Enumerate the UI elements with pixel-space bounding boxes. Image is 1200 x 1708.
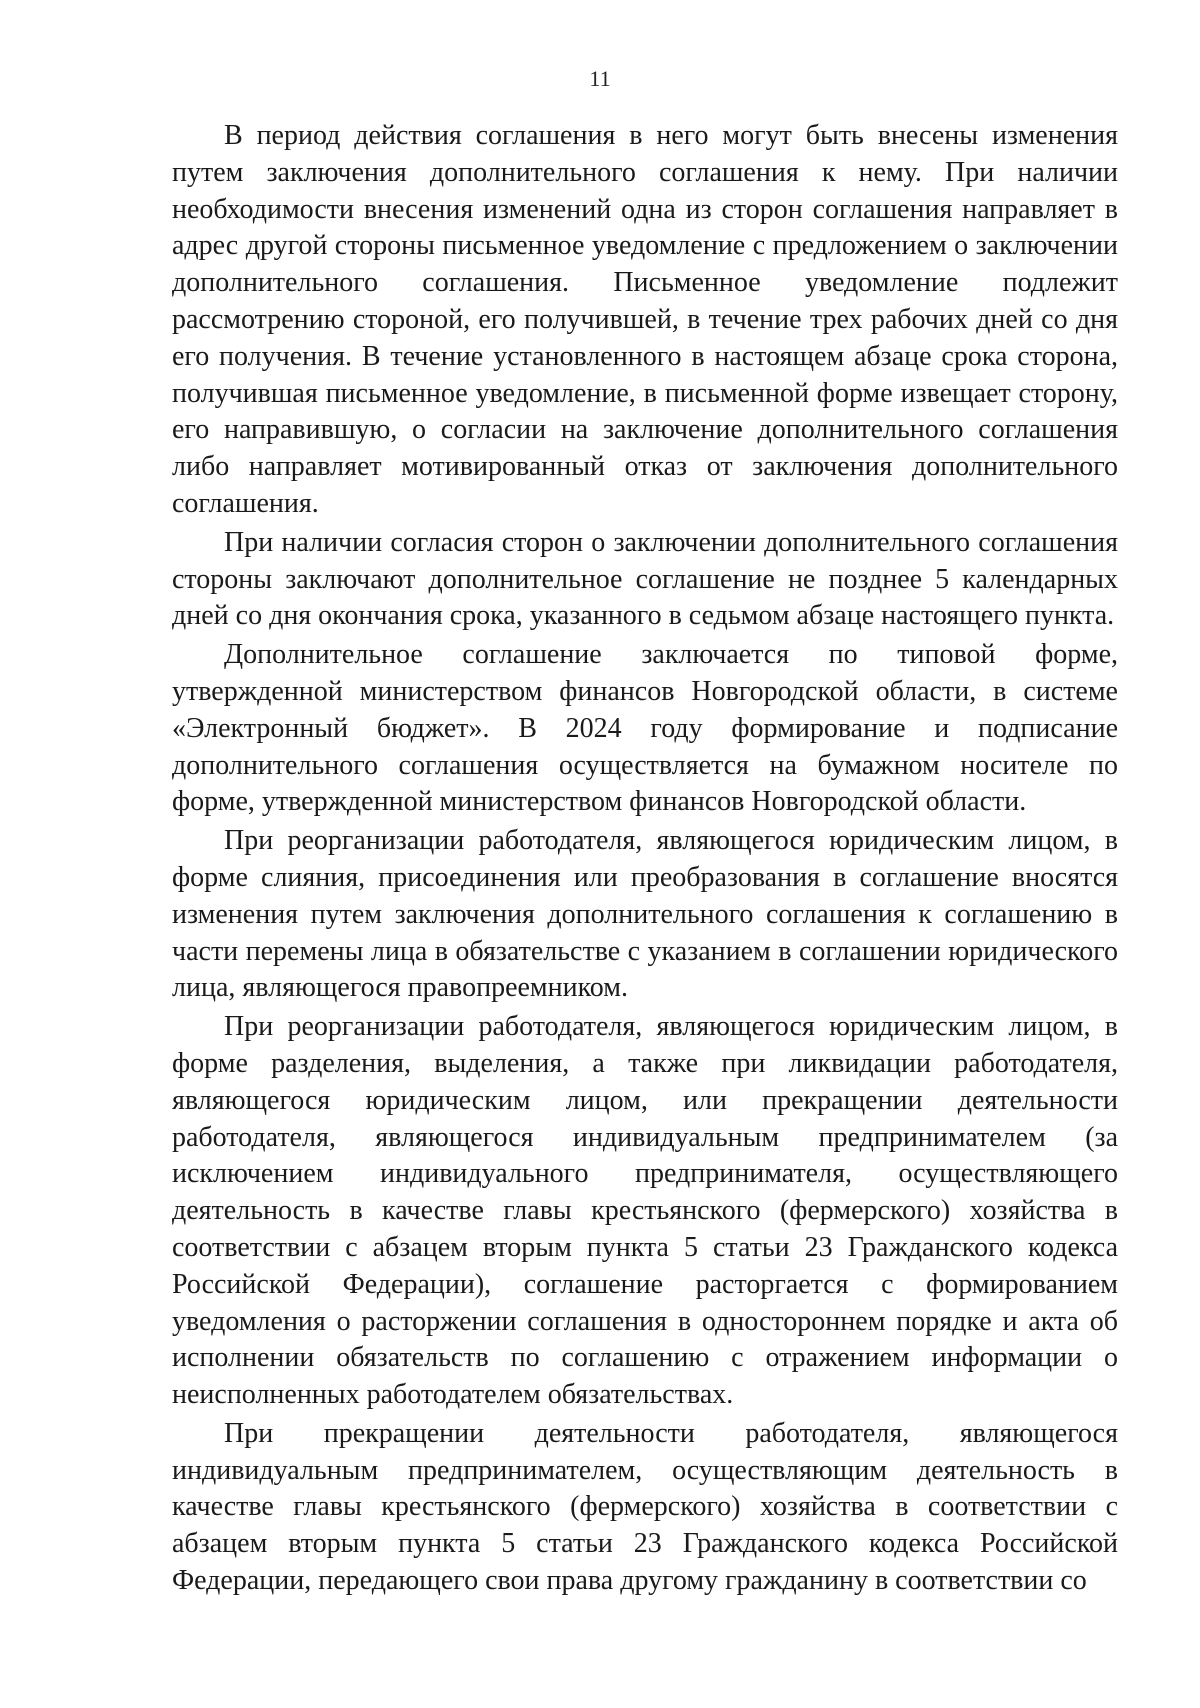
paragraph-agreement-conclusion: При наличии согласия сторон о заключении дополнительного соглашения стороны заключают дополнительное соглашение не позднее 5 календарных дней со дня окончания срока, указанного в седьмом абзаце настоящего пункта. (172, 526, 1118, 632)
paragraph-reorganization-merger: При реорганизации работодателя, являющегося юридическим лицом, в форме слияния, присоединения или преобразования в соглашение вносятся изменения путем заключения дополнительного соглашения к соглашению в части перемены лица в обязательстве с указанием в соглашении юридического лица, являющегося правопреемником. (172, 825, 1118, 1004)
paragraph-reorganization-division: При реорганизации работодателя, являющегося юридическим лицом, в форме разделения, выделения, а также при ликвидации работодателя, являющегося юридическим лицом, или прекращении деятельности работодателя, являющегося индивидуальным предпринимателем (за исключением индивидуального предпринимателя, осуществляющего деятельность в качестве главы крестьянского (фермерского) хозяйства в соответствии с абзацем вторым пункта 5 статьи 23 Гражданского кодекса Российской Федерации), соглашение расторгается с формированием уведомления о расторжении соглашения в одностороннем порядке и акта об исполнении обязательств по соглашению с отражением информации о неисполненных работодателем обязательствах. (172, 1011, 1118, 1411)
paragraph-standard-form: Дополнительное соглашение заключается по типовой форме, утвержденной министерством финансов Новгородской области, в системе «Электронный бюджет». В 2024 году формирование и подписание дополнительного соглашения осуществляется на бумажном носителе по форме, утвержденной министерством финансов Новгородской области. (172, 639, 1118, 818)
paragraph-farm-head-termination: При прекращении деятельности работодателя, являющегося индивидуальным предпринимателем, осуществляющим деятельность в качестве главы крестьянского (фермерского) хозяйства в соответствии с абзацем вторым пункта 5 статьи 23 Гражданского кодекса Российской Федерации, передающего свои права другому гражданину в соответствии со (172, 1417, 1118, 1597)
document-body (172, 118, 1118, 1602)
paragraph-amendments: В период действия соглашения в него могут быть внесены изменения путем заключения дополнительного соглашения к нему. При наличии необходимости внесения изменений одна из сторон соглашения направляет в адрес другой стороны письменное уведомление с предложением о заключении дополнительного соглашения. Письменное уведомление подлежит рассмотрению стороной, его получившей, в течение трех рабочих дней со дня его получения. В течение установленного в настоящем абзаце срока сторона, получившая письменное уведомление, в письменной форме извещает сторону, его направившую, о согласии на заключение дополнительного соглашения либо направляет мотивированный отказ от заключения дополнительного соглашения. (172, 120, 1118, 519)
page-number: 11 (589, 66, 611, 91)
